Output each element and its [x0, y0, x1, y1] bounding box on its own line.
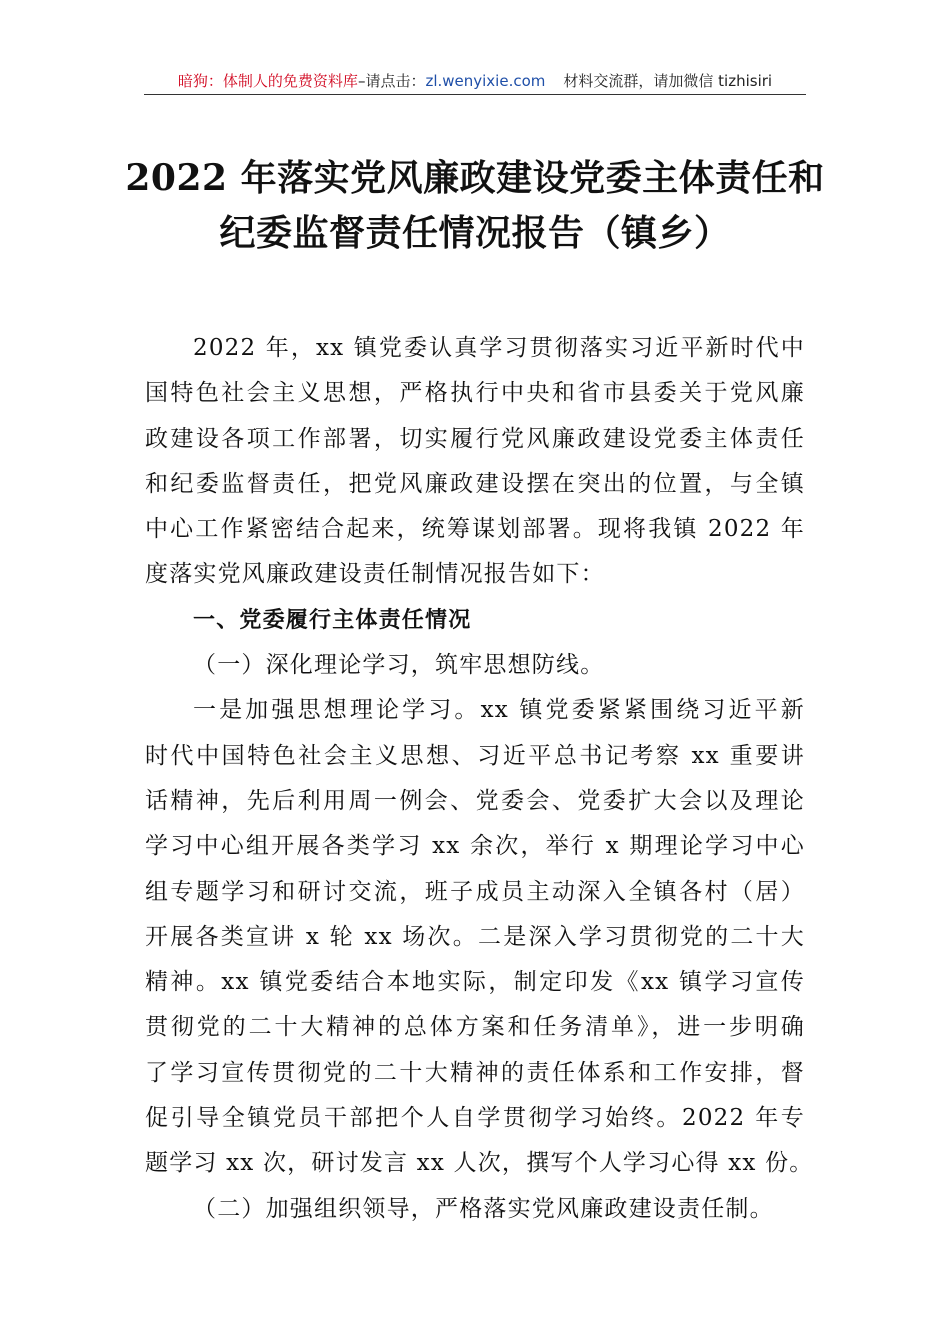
body-line: 时代中国特色社会主义思想、习近平总书记考察 xx 重要讲	[145, 742, 805, 769]
subsection-heading: （二）加强组织领导，严格落实党风廉政建设责任制。	[193, 1195, 774, 1222]
header-site-name: 暗狗：体制人的免费资料库	[177, 72, 358, 90]
body-line: 政建设各项工作部署，切实履行党风廉政建设党委主体责任	[145, 425, 805, 452]
body-line: 话精神，先后利用周一例会、党委会、党委扩大会以及理论	[145, 787, 805, 814]
body-line: 2022 年，xx 镇党委认真学习贯彻落实习近平新时代中	[193, 335, 805, 361]
section-heading: 一、党委履行主体责任情况	[193, 607, 472, 633]
body-line: 和纪委监督责任，把党风廉政建设摆在突出的位置，与全镇	[145, 470, 805, 497]
body-line: 国特色社会主义思想，严格执行中央和省市县委关于党风廉	[145, 380, 805, 407]
header-url-link[interactable]: zl.wenyixie.com	[425, 72, 546, 90]
document-title-line-2: 纪委监督责任情况报告（镇乡）	[219, 212, 731, 254]
header-click-prompt: –请点击：	[357, 72, 426, 90]
subsection-heading: （一）深化理论学习，筑牢思想防线。	[193, 652, 605, 679]
body-line: 一是加强思想理论学习。xx 镇党委紧紧围绕习近平新	[193, 697, 805, 724]
body-line: 促引导全镇党员干部把个人自学贯彻学习始终。2022 年专	[145, 1105, 805, 1132]
document-body	[145, 326, 814, 1232]
body-line: 度落实党风廉政建设责任制情况报告如下：	[145, 561, 605, 588]
body-line: 了学习宣传贯彻党的二十大精神的责任体系和工作安排，督	[145, 1059, 805, 1086]
body-line: 组专题学习和研讨交流，班子成员主动深入全镇各村（居）	[145, 878, 805, 905]
header-wechat-note: 材料交流群，请加微信 tizhisiri	[563, 72, 773, 90]
body-line: 学习中心组开展各类学习 xx 余次，举行 x 期理论学习中心	[145, 833, 805, 860]
body-line: 中心工作紧密结合起来，统筹谋划部署。现将我镇 2022 年	[145, 516, 805, 543]
body-line: 开展各类宣讲 x 轮 xx 场次。二是深入学习贯彻党的二十大	[145, 923, 805, 950]
body-line: 精神。xx 镇党委结合本地实际，制定印发《xx 镇学习宣传	[145, 969, 805, 996]
document-title-line-1: 2022 年落实党风廉政建设党委主体责任和	[125, 157, 825, 199]
body-line: 题学习 xx 次，研讨发言 xx 人次，撰写个人学习心得 xx 份。	[145, 1150, 814, 1177]
body-line: 贯彻党的二十大精神的总体方案和任务清单》，进一步明确	[145, 1014, 805, 1041]
page-header	[144, 68, 806, 95]
